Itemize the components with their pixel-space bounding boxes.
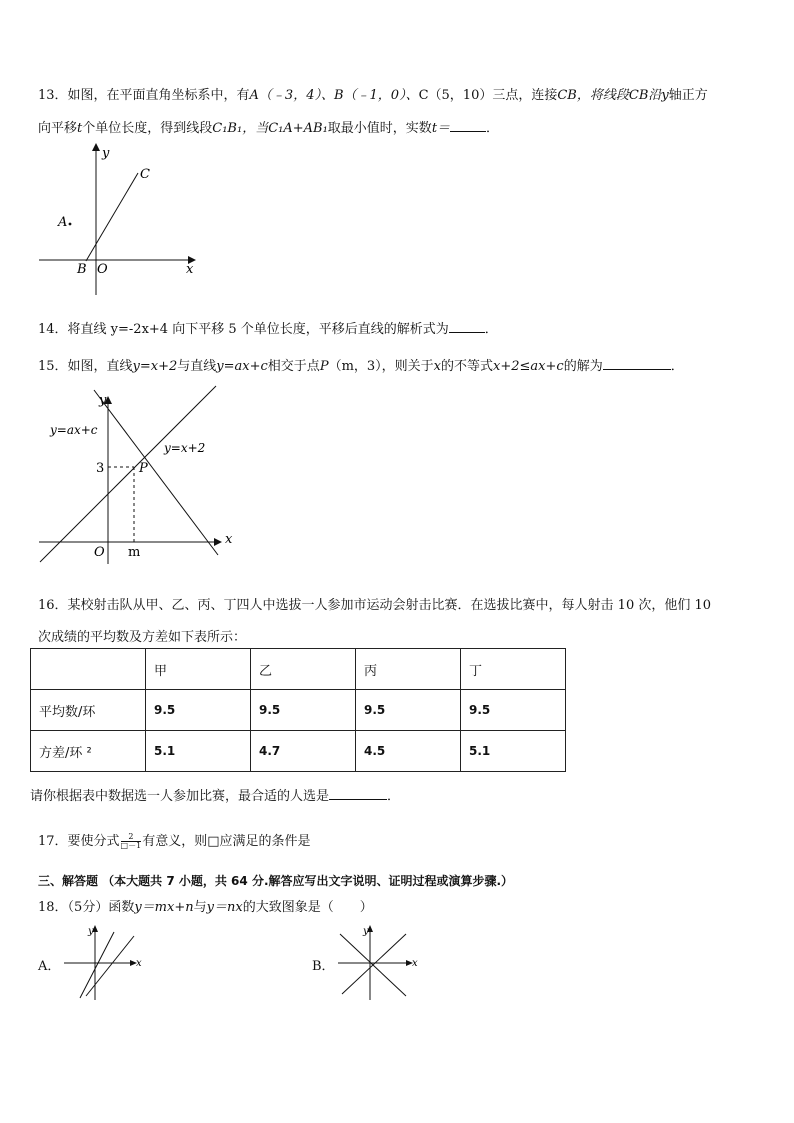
q13-point-a <box>69 223 72 226</box>
table-header-cell <box>31 649 146 690</box>
q15-line: 15．如图，直线y=x+2与直线y=ax+c相交于点P（m，3），则关于x的不等式x+2≤ax+c的解为 ． <box>38 359 684 374</box>
q13-label-o: O <box>97 262 108 277</box>
table-header-cell: 丙 <box>356 649 461 690</box>
table-cell: 9.5 <box>251 690 356 731</box>
q13-label-a: A <box>58 215 68 230</box>
q16-table <box>30 648 566 772</box>
table-cell: 9.5 <box>356 690 461 731</box>
q18a-line1 <box>80 932 114 998</box>
q18-option-a-graph <box>62 922 144 1002</box>
table-row <box>31 649 566 690</box>
q16-line1: 16．某校射击队从甲、乙、丙、丁四人中选拔一人参加市运动会射击比赛．在选拔比赛中，每人射击 10 次，他们 10 <box>38 598 712 613</box>
q13-line2: 向平移t个单位长度，得到线段C₁B₁，当C₁A+AB₁取最小值时，实数t＝ ． <box>38 121 500 136</box>
q13-y-arrow <box>92 143 100 151</box>
table-header-cell: 乙 <box>251 649 356 690</box>
q15-label-x: x <box>225 532 233 547</box>
q17-line: 17．要使分式 $\frac{2}{□-1}$ 有意义，则□应满足的条件是 <box>38 832 311 850</box>
q15-label-y: y <box>99 393 107 408</box>
q16-answer-blank[interactable] <box>329 787 387 800</box>
q18b-line2 <box>342 934 406 994</box>
q18a-line2 <box>86 936 134 996</box>
q13-label-b: B <box>77 262 87 277</box>
q15-label-line1: y=ax+c <box>50 423 98 437</box>
table-cell: 4.7 <box>251 731 356 772</box>
q13-answer-blank[interactable] <box>450 119 486 132</box>
q15-label-p: P <box>139 461 148 476</box>
table-header-cell: 甲 <box>146 649 251 690</box>
q18-option-a-label[interactable]: A． <box>38 959 61 974</box>
table-header-cell: 丁 <box>461 649 566 690</box>
table-cell: 9.5 <box>461 690 566 731</box>
q15-x-arrow <box>214 538 222 546</box>
q16-line2: 次成绩的平均数及方差如下表所示： <box>38 630 247 645</box>
table-cell: 9.5 <box>146 690 251 731</box>
svg-text:x: x <box>136 958 142 969</box>
q18-option-b-graph <box>334 922 420 1002</box>
q15-line-ax-c <box>94 390 218 555</box>
table-row <box>31 690 566 731</box>
q16-after: 请你根据表中数据选一人参加比赛，最合适的人选是 ． <box>30 789 401 804</box>
svg-text:y: y <box>363 926 369 937</box>
q15-answer-blank[interactable] <box>603 357 671 370</box>
q13-label-y: y <box>102 146 110 161</box>
table-row <box>31 731 566 772</box>
q13-segment-cb <box>86 173 138 261</box>
q15-label-o: O <box>94 545 105 560</box>
q13-line1: 13．如图，在平面直角坐标系中，有A（﹣3，4）、B（﹣1，0）、C（5，10）三点，连接CB，将线段CB沿y轴正方 <box>38 88 708 103</box>
table-cell: 5.1 <box>146 731 251 772</box>
q15-label-m: m <box>128 545 141 560</box>
q18-option-b-label[interactable]: B． <box>312 959 335 974</box>
q15-line-x-plus-2 <box>40 386 216 562</box>
q18-line: 18．（5分）函数y＝mx+n与y＝nx的大致图象是（ ） <box>38 900 373 915</box>
svg-text:y: y <box>88 926 94 937</box>
q13-label-c: C <box>140 167 150 182</box>
table-cell: 平均数/环 <box>31 690 146 731</box>
section-title: 三、解答题 （本大题共 7 小题，共 64 分.解答应写出文字说明、证明过程或演算步骤.） <box>38 874 514 888</box>
q13-figure <box>36 140 206 300</box>
q15-figure <box>36 380 246 570</box>
q13-label-x: x <box>186 262 194 277</box>
q14-line: 14．将直线 y=-2x+4 向下平移 5 个单位长度，平移后直线的解析式为 ． <box>38 322 498 337</box>
table-cell: 4.5 <box>356 731 461 772</box>
q15-label-line2: y=x+2 <box>164 441 206 455</box>
table-cell: 5.1 <box>461 731 566 772</box>
svg-text:x: x <box>412 958 418 969</box>
q17-fraction: $\frac{2}{□-1}$ <box>120 832 142 850</box>
q14-answer-blank[interactable] <box>449 320 485 333</box>
q15-label-3: 3 <box>96 461 105 476</box>
table-cell: 方差/环 ² <box>31 731 146 772</box>
